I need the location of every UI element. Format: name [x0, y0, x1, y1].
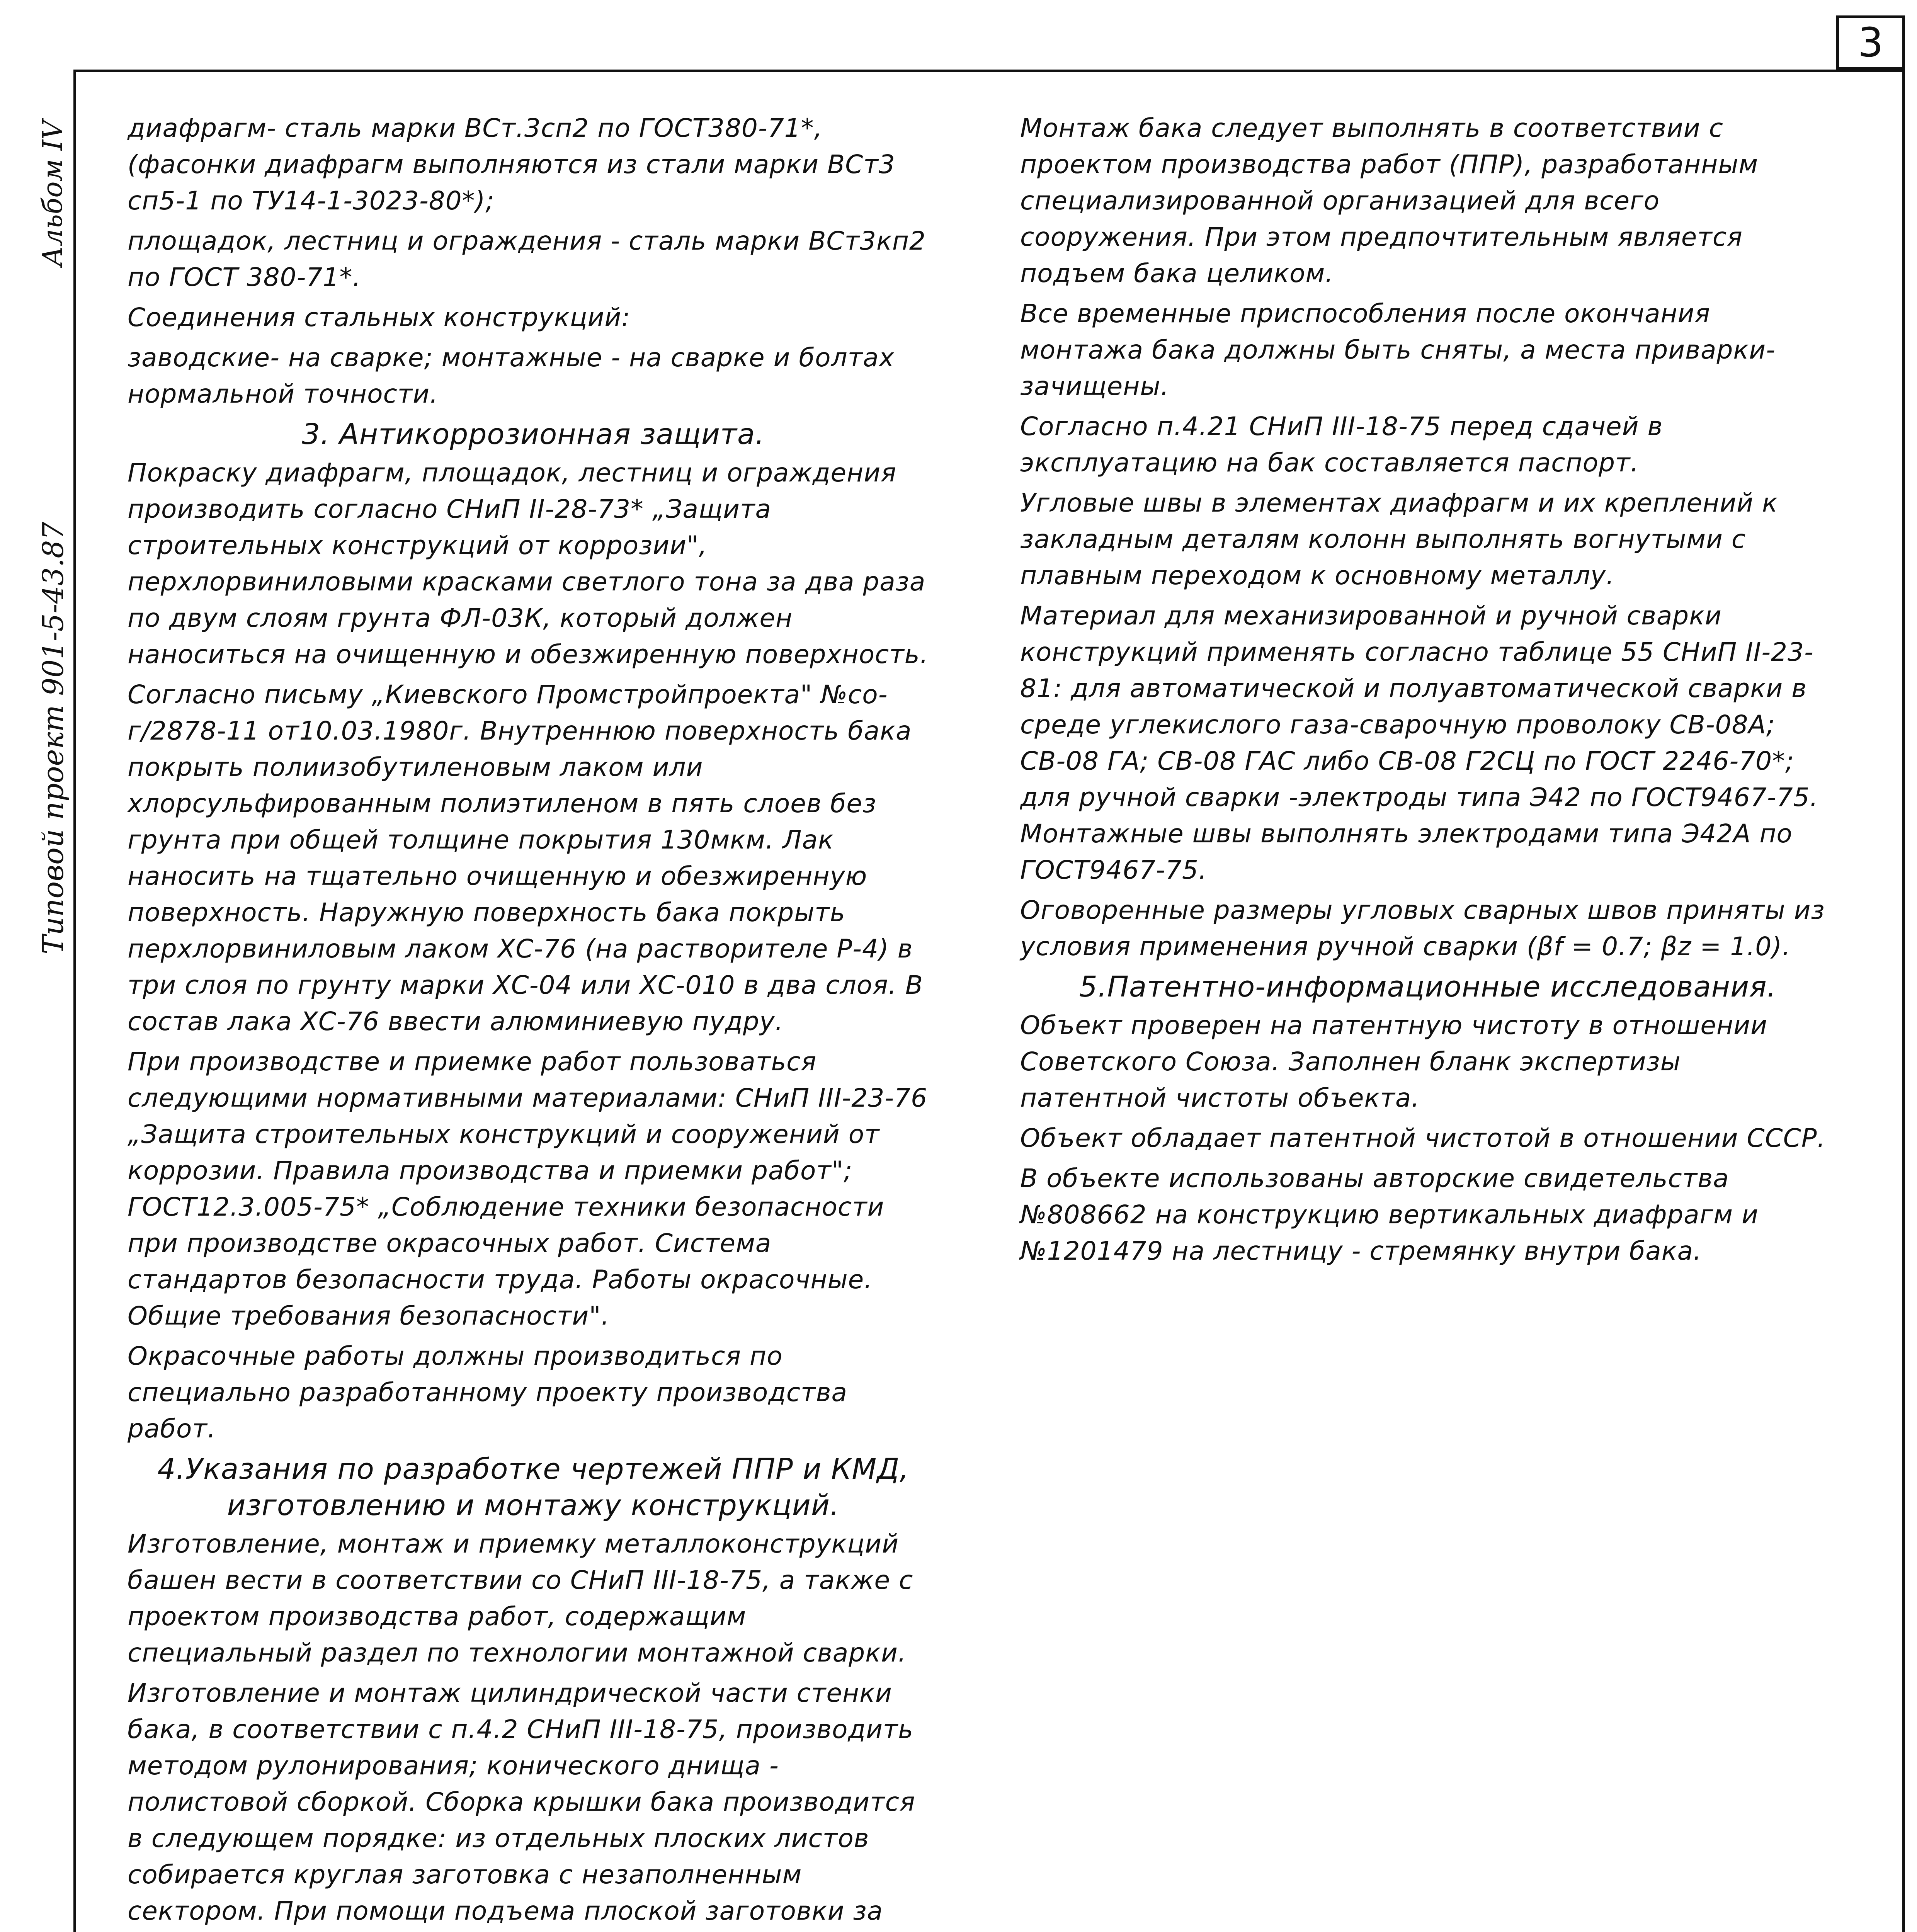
left-column — [128, 110, 939, 1932]
paragraph: В объекте использованы авторские свидетельства №808662 на конструкцию вертикальных диафрагм и №1201479 на лестницу - стремянку внутри бака. — [1020, 1163, 1759, 1266]
right-column — [1020, 110, 1835, 1273]
paragraph: Соединения стальных конструкций: — [128, 303, 631, 332]
page-number: 3 — [1836, 15, 1905, 70]
paragraph: Согласно п.4.21 СНиП III-18-75 перед сдачей в эксплуатацию на бак составляется паспорт. — [1020, 412, 1663, 478]
section-heading: 3. Антикоррозионная защита. — [302, 418, 765, 451]
paragraph: Изготовление, монтаж и приемку металлоконструкций башен вести в соответствии со СНиП III-18-75, а также с проектом производства работ, содержащим специальный раздел по технологии монтажной сварки. — [128, 1529, 913, 1668]
paragraph: заводские- на сварке; монтажные - на сварке и болтах нормальной точности. — [128, 343, 895, 409]
project-label: Типовой проект 901-5-43.87 — [37, 522, 70, 954]
paragraph: Угловые швы в элементах диафрагм и их креплений к закладным деталям колонн выполнять вогнутыми с плавным переходом к основному металлу. — [1020, 488, 1778, 590]
paragraph: Объект обладает патентной чистотой в отношении СССР. — [1020, 1123, 1826, 1153]
section-heading: 5.Патентно-информационные исследования. — [1079, 970, 1777, 1003]
section-heading: 4.Указания по разработке чертежей ППР и КМД, изготовлению и монтажу конструкций. — [157, 1452, 909, 1522]
paragraph: Оговоренные размеры угловых сварных швов приняты из условия применения ручной сварки (βf = 0.7; βz = 1.0). — [1020, 895, 1825, 961]
paragraph: Изготовление и монтаж цилиндрической части стенки бака, в соответствии с п.4.2 СНиП III-18-75, производить методом рулонирования; конического днища - полистовой сборкой. Сборка крышки бака производится в следующем порядке: из отдельных плоских листов собирается круглая заготовка с незаполненным сектором. При помощи подъема плоской заготовки за — [128, 1678, 915, 1926]
paragraph: Все временные приспособления после окончания монтажа бака должны быть сняты, а места приварки- зачищены. — [1020, 299, 1776, 401]
paragraph: Согласно письму „Киевского Промстройпроекта" №со-г/2878-11 от10.03.1980г. Внутреннюю поверхность бака покрыть полиизобутиленовым лаком или хлорсульфированным полиэтиленом в пять слоев без грунта при общей толщине покрытия 130мкм. Лак наносить на тщательно очищенную и обезжиренную поверхность. Наружную поверхность бака покрыть перхлорвиниловым лаком ХС-76 (на растворителе Р-4) в три слоя по грунту марки ХС-04 или ХС-010 в два слоя. В состав лака ХС-76 ввести алюминиевую пудру. — [128, 680, 924, 1036]
paragraph: При производстве и приемке работ пользоваться следующими нормативными материалами: СНиП III-23-76 „Защита строительных конструкций и сооружений от коррозии. Правила производства и приемки работ"; ГОСТ12.3.005-75* „Соблюдение техники безопасности при производстве окрасочных работ. Система стандартов безопасности труда. Работы окрасочные. Общие требования безопасности". — [128, 1047, 928, 1331]
album-label: Альбом IV — [37, 120, 68, 267]
paragraph: Монтаж бака следует выполнять в соответствии с проектом производства работ (ППР), разработанным специализированной организацией для всего сооружения. При этом предпочтительным является подъем бака целиком. — [1020, 113, 1759, 288]
paragraph: Объект проверен на патентную чистоту в отношении Советского Союза. Заполнен бланк экспертизы патентной чистоты объекта. — [1020, 1010, 1767, 1113]
paragraph: диафрагм- сталь марки ВСт.3сп2 по ГОСТ380-71*, (фасонки диафрагм выполняются из стали марки ВСт3 сп5-1 по ТУ14-1-3023-80*); — [128, 113, 895, 216]
paragraph: Окрасочные работы должны производиться по специально разработанному проекту производства работ. — [128, 1341, 847, 1444]
paragraph: Материал для механизированной и ручной сварки конструкций применять согласно таблице 55 СНиП II-23-81: для автоматической и полуавтоматической сварки в среде углекислого газа-сварочную проволоку СВ-08А; СВ-08 ГА; СВ-08 ГАС либо СВ-08 Г2СЦ по ГОСТ 2246-70*; для ручной сварки -электроды типа Э42 по ГОСТ9467-75. Монтажные швы выполнять электродами типа Э42А по ГОСТ9467-75. — [1020, 601, 1818, 885]
paragraph: Покраску диафрагм, площадок, лестниц и ограждения производить согласно СНиП II-28-73* „Защита строительных конструкций от коррозии", перхлорвиниловыми красками светлого тона за два раза по двум слоям грунта ФЛ-03К, который должен наноситься на очищенную и обезжиренную поверхность. — [128, 458, 929, 669]
paragraph: площадок, лестниц и ограждения - сталь марки ВСт3кп2 по ГОСТ 380-71*. — [128, 226, 926, 292]
